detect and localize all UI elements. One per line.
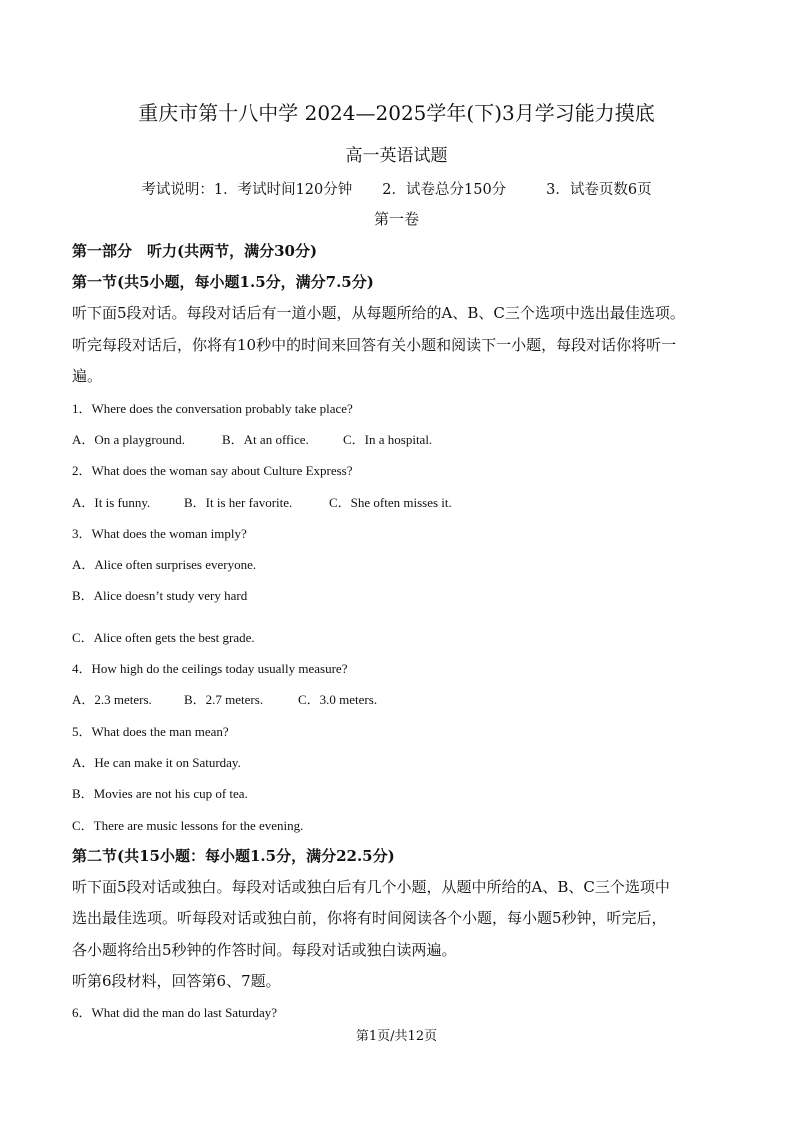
exam-info-pages: 3．试卷页数6页 — [546, 182, 652, 198]
question-stem: 2．What does the woman say about Culture Express? — [72, 463, 353, 478]
section1-instruction-line: 听下面5段对话。每段对话后有一道小题，从每题所给的A、B、C三个选项中选出最佳选项。 — [72, 304, 685, 322]
option-b: B．Alice doesn’t study very hard — [72, 588, 248, 603]
question-stem: 6．What did the man do last Saturday? — [72, 1005, 278, 1020]
question-stem: 5．What does the man mean? — [72, 724, 229, 739]
exam-title: 重庆市第十八中学 2024—2025学年(下)3月学习能力摸底 — [138, 101, 655, 125]
question-options — [72, 492, 452, 511]
section1-heading: 第一节(共5小题，每小题1.5分，满分7.5分) — [72, 273, 374, 291]
option-c: C．Alice often gets the best grade. — [72, 630, 255, 645]
question-stem: 4．How high do the ceilings today usually measure? — [72, 661, 348, 676]
exam-info-time: 1．考试时间120分钟 — [213, 182, 353, 198]
option-a: A．On a playground. — [72, 432, 186, 447]
option-a: A．2.3 meters. — [72, 692, 152, 707]
option-c: C．She often misses it. — [329, 495, 452, 510]
option-c: C．There are music lessons for the evening. — [72, 818, 304, 833]
exam-subtitle: 高一英语试题 — [345, 146, 448, 166]
option-b: B．Movies are not his cup of tea. — [72, 786, 248, 801]
option-b: B．It is her favorite. — [184, 495, 293, 510]
section1-instruction-line: 遍。 — [72, 367, 103, 385]
page-number: 第1页/共12页 — [355, 1029, 438, 1044]
option-a: A．He can make it on Saturday. — [72, 755, 241, 770]
exam-info-score: 2．试卷总分150分 — [382, 182, 507, 198]
question-stem: 1．Where does the conversation probably take place? — [72, 401, 353, 416]
question-stem: 3．What does the woman imply? — [72, 526, 247, 541]
exam-info-prefix: 考试说明： — [141, 182, 214, 198]
option-a: A．It is funny. — [72, 495, 151, 510]
section2-instruction-line: 听下面5段对话或独白。每段对话或独白后有几个小题，从题中所给的A、B、C三个选项中 — [72, 878, 670, 896]
section2-heading: 第二节(共15小题：每小题1.5分，满分22.5分) — [72, 847, 395, 865]
volume-heading: 第一卷 — [373, 210, 419, 228]
option-c: C．3.0 meters. — [298, 692, 378, 707]
part1-heading: 第一部分 听力(共两节，满分30分) — [72, 242, 318, 260]
option-b: B．2.7 meters. — [184, 692, 264, 707]
section2-instruction-line: 各小题将给出5秒钟的作答时间。每段对话或独白读两遍。 — [72, 941, 457, 959]
option-c: C．In a hospital. — [343, 432, 433, 447]
option-a: A．Alice often surprises everyone. — [72, 557, 257, 572]
exam-info — [0, 178, 793, 199]
section2-instruction-line: 选出最佳选项。听每段对话或独白前，你将有时间阅读各个小题，每小题5秒钟，听完后， — [72, 909, 667, 927]
question-options — [72, 429, 432, 448]
material-intro: 听第6段材料，回答第6、7题。 — [72, 972, 281, 990]
section1-instruction-line: 听完每段对话后，你将有10秒中的时间来回答有关小题和阅读下一小题，每段对话你将听一 — [72, 336, 677, 354]
question-options — [72, 689, 377, 708]
option-b: B．At an office. — [222, 432, 309, 447]
